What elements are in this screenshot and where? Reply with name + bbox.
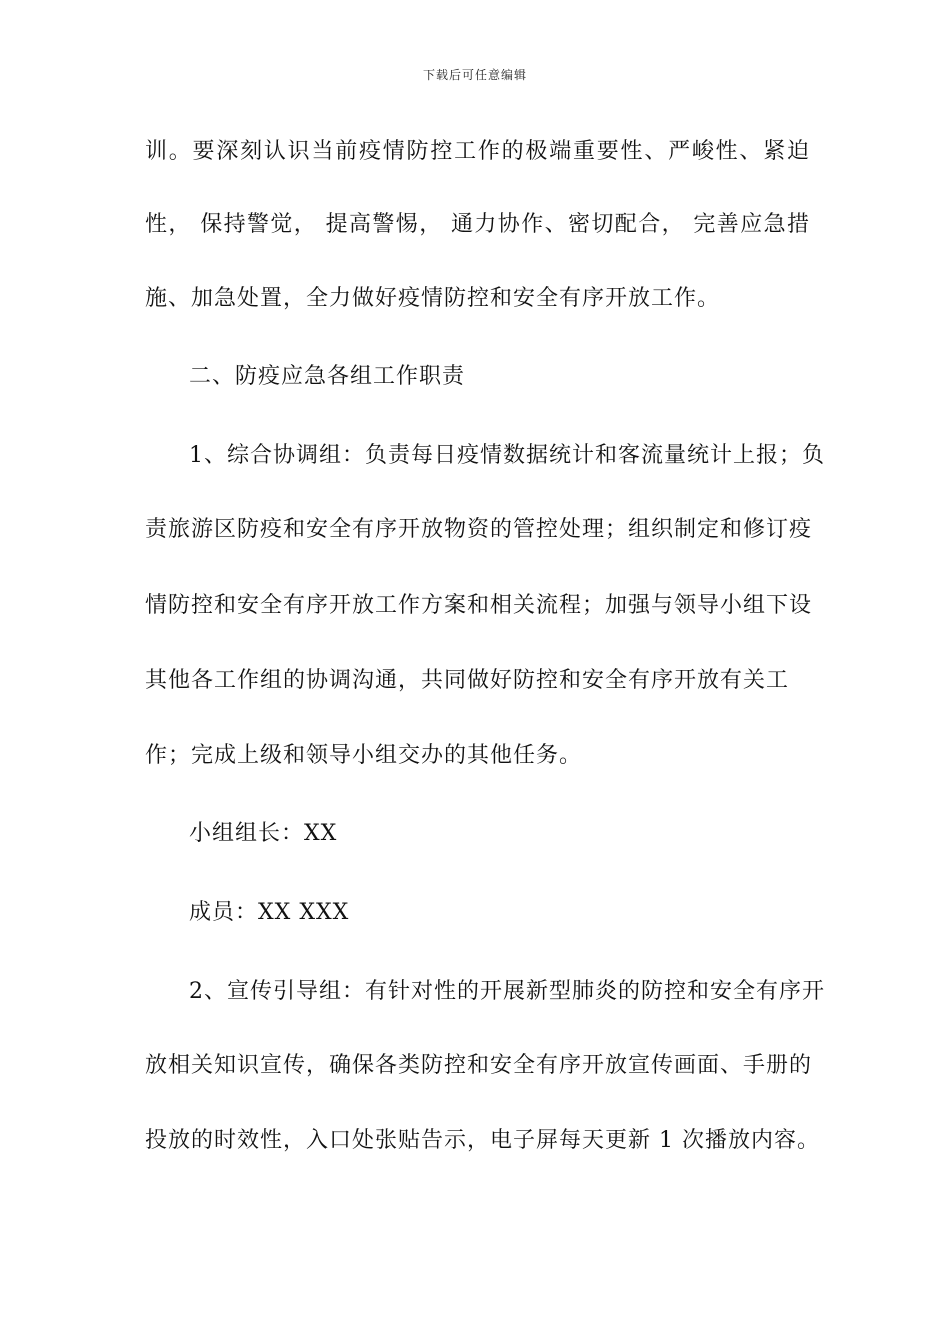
text-line: 情防控和安全有序开放工作方案和相关流程；加强与领导小组下设 — [145, 593, 813, 618]
text-line: 放相关知识宣传，确保各类防控和安全有序开放宣传画面、手册的 — [145, 1053, 813, 1078]
text-line: 施、加急处置，全力做好疫情防控和安全有序开放工作。 — [145, 286, 721, 311]
text-line: 投放的时效性，入口处张贴告示，电子屏每天更新 1 次播放内容。 — [145, 1128, 820, 1153]
group-leader-line: 小组组长：XX — [189, 821, 338, 846]
text-line: 责旅游区防疫和安全有序开放物资的管控处理；组织制定和修订疫 — [145, 517, 813, 542]
text-line: 1、综合协调组：负责每日疫情数据统计和客流量统计上报；负 — [189, 443, 825, 468]
text-line: 训。要深刻认识当前疫情防控工作的极端重要性、严峻性、紧迫 — [145, 139, 810, 164]
text-line: 2、宣传引导组：有针对性的开展新型肺炎的防控和安全有序开 — [189, 979, 825, 1004]
section-heading: 二、防疫应急各组工作职责 — [189, 364, 466, 389]
members-line: 成员：XX XXX — [189, 900, 350, 925]
page-header: 下载后可任意编辑 — [422, 68, 527, 82]
text-line: 其他各工作组的协调沟通，共同做好防控和安全有序开放有关工 — [145, 668, 790, 693]
text-line: 作；完成上级和领导小组交办的其他任务。 — [145, 743, 583, 768]
text-line: 性， 保持警觉， 提高警惕， 通力协作、密切配合， 完善应急措 — [145, 212, 810, 237]
